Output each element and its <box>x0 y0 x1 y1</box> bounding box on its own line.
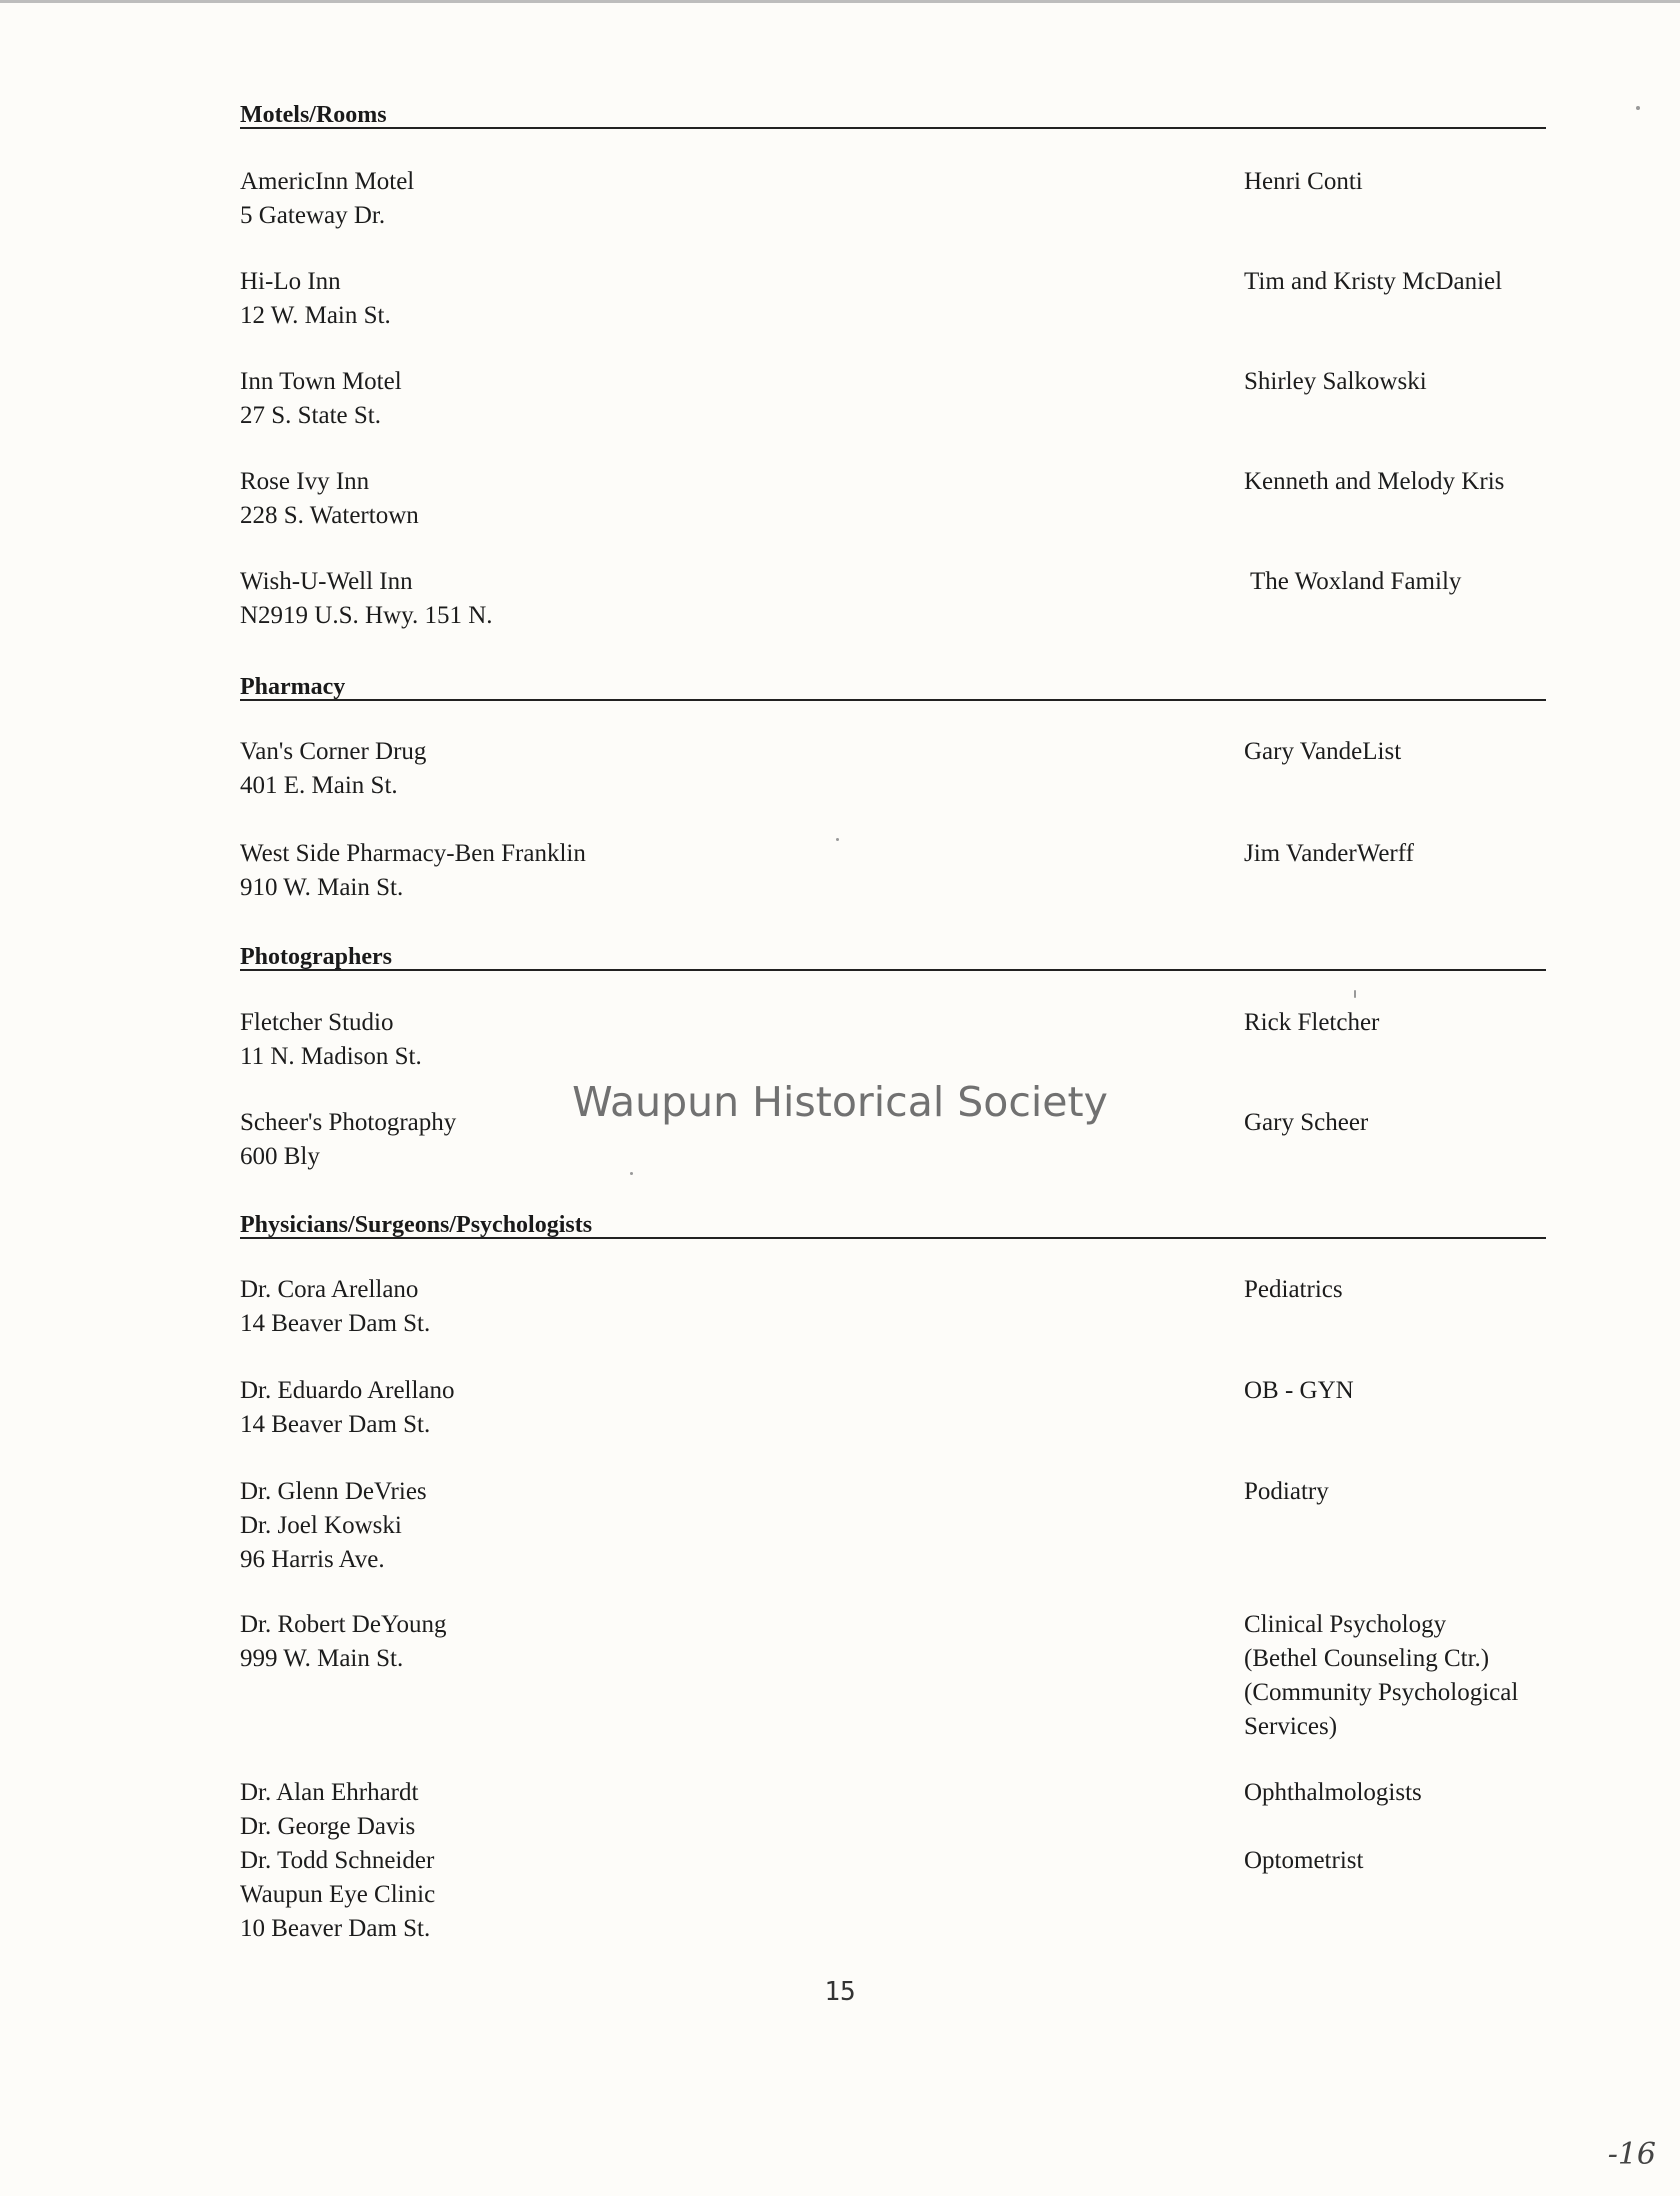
business-info <box>240 465 940 533</box>
business-info <box>240 365 940 433</box>
physician-address: 14 Beaver Dam St. <box>240 1310 431 1337</box>
physician-name: Dr. George Davis <box>240 1813 416 1840</box>
business-address: 910 W. Main St. <box>240 874 404 901</box>
contact-name: Gary Scheer <box>1244 1109 1369 1136</box>
physician-address: 96 Harris Ave. <box>240 1546 385 1573</box>
scan-speck <box>1354 990 1356 998</box>
business-address: 228 S. Watertown <box>240 502 419 529</box>
business-address: 11 N. Madison St. <box>240 1043 422 1070</box>
business-name: Van's Corner Drug <box>240 738 427 765</box>
specialty-detail: (Bethel Counseling Ctr.) <box>1244 1645 1490 1672</box>
specialty-detail: (Community Psychological <box>1244 1679 1519 1706</box>
business-name: Wish-U-Well Inn <box>240 568 413 595</box>
specialty-info <box>1244 1475 1564 1509</box>
specialty: OB - GYN <box>1244 1377 1354 1404</box>
contact-info <box>1244 265 1564 299</box>
business-info <box>240 1273 940 1341</box>
section-title: Pharmacy <box>240 674 346 700</box>
contact-info <box>1244 837 1564 871</box>
business-name: Rose Ivy Inn <box>240 468 370 495</box>
section-motels-rooms <box>240 93 1546 629</box>
physician-name: Dr. Cora Arellano <box>240 1276 419 1303</box>
business-info <box>240 1475 940 1577</box>
business-address: 401 E. Main St. <box>240 772 398 799</box>
contact-info <box>1244 165 1564 199</box>
section-heading <box>240 665 1546 701</box>
business-info <box>240 735 940 803</box>
contact-info <box>1250 565 1570 599</box>
physician-name: Dr. Todd Schneider <box>240 1847 435 1874</box>
watermark: Waupun Historical Society <box>572 1078 1108 1126</box>
business-info <box>240 1776 940 1946</box>
scan-speck <box>630 1172 633 1175</box>
section-pharmacy <box>240 665 1546 901</box>
business-address: 12 W. Main St. <box>240 302 391 329</box>
handwritten-page-note: -16 <box>1607 2137 1656 2172</box>
specialty-info <box>1244 1776 1564 1878</box>
specialty-info <box>1244 1374 1564 1408</box>
business-info <box>240 265 940 333</box>
section-heading <box>240 93 1546 129</box>
section-title: Motels/Rooms <box>240 102 387 128</box>
scan-edge <box>0 0 1680 3</box>
contact-name: Jim VanderWerff <box>1244 840 1414 867</box>
physician-name: Dr. Eduardo Arellano <box>240 1377 455 1404</box>
specialty-spacer <box>1244 1810 1564 1844</box>
business-name: AmericInn Motel <box>240 168 415 195</box>
business-info <box>240 1374 940 1442</box>
contact-name: Rick Fletcher <box>1244 1009 1380 1036</box>
physician-name: Dr. Glenn DeVries <box>240 1478 427 1505</box>
physician-name: Dr. Alan Ehrhardt <box>240 1779 419 1806</box>
physician-name: Dr. Joel Kowski <box>240 1512 402 1539</box>
business-info <box>240 165 940 233</box>
clinic-name: Waupun Eye Clinic <box>240 1881 436 1908</box>
specialty-info <box>1244 1273 1564 1307</box>
business-name: Inn Town Motel <box>240 368 402 395</box>
business-address: N2919 U.S. Hwy. 151 N. <box>240 602 493 629</box>
section-heading <box>240 1203 1546 1239</box>
section-physicians <box>240 1203 1546 1942</box>
section-heading <box>240 935 1546 971</box>
physician-address: 10 Beaver Dam St. <box>240 1915 431 1942</box>
contact-info <box>1244 1006 1564 1040</box>
specialty: Ophthalmologists <box>1244 1779 1422 1806</box>
section-title: Photographers <box>240 944 392 970</box>
scan-speck <box>836 838 839 841</box>
business-info <box>240 565 940 633</box>
contact-info <box>1244 365 1564 399</box>
contact-name: Gary VandeList <box>1244 738 1402 765</box>
business-info <box>240 1006 940 1074</box>
business-address: 27 S. State St. <box>240 402 381 429</box>
business-name: Hi-Lo Inn <box>240 268 341 295</box>
contact-name: The Woxland Family <box>1250 568 1462 595</box>
scan-speck <box>1636 106 1640 110</box>
contact-name: Kenneth and Melody Kris <box>1244 468 1505 495</box>
specialty: Clinical Psychology <box>1244 1611 1447 1638</box>
business-name: West Side Pharmacy-Ben Franklin <box>240 840 586 867</box>
business-name: Scheer's Photography <box>240 1109 457 1136</box>
contact-info <box>1244 1106 1564 1140</box>
section-title: Physicians/Surgeons/Psychologists <box>240 1212 593 1238</box>
specialty: Optometrist <box>1244 1847 1364 1874</box>
specialty: Pediatrics <box>1244 1276 1343 1303</box>
business-address: 5 Gateway Dr. <box>240 202 386 229</box>
business-info <box>240 1608 940 1676</box>
specialty-detail: Services) <box>1244 1713 1338 1740</box>
contact-name: Henri Conti <box>1244 168 1363 195</box>
physician-address: 999 W. Main St. <box>240 1645 404 1672</box>
physician-name: Dr. Robert DeYoung <box>240 1611 447 1638</box>
contact-info <box>1244 465 1564 499</box>
specialty-info <box>1244 1608 1564 1744</box>
physician-address: 14 Beaver Dam St. <box>240 1411 431 1438</box>
contact-name: Shirley Salkowski <box>1244 368 1427 395</box>
business-address: 600 Bly <box>240 1143 320 1170</box>
business-info <box>240 837 940 905</box>
specialty: Podiatry <box>1244 1478 1329 1505</box>
contact-name: Tim and Kristy McDaniel <box>1244 268 1503 295</box>
business-name: Fletcher Studio <box>240 1009 394 1036</box>
page-number: 15 <box>824 1977 856 2007</box>
contact-info <box>1244 735 1564 769</box>
